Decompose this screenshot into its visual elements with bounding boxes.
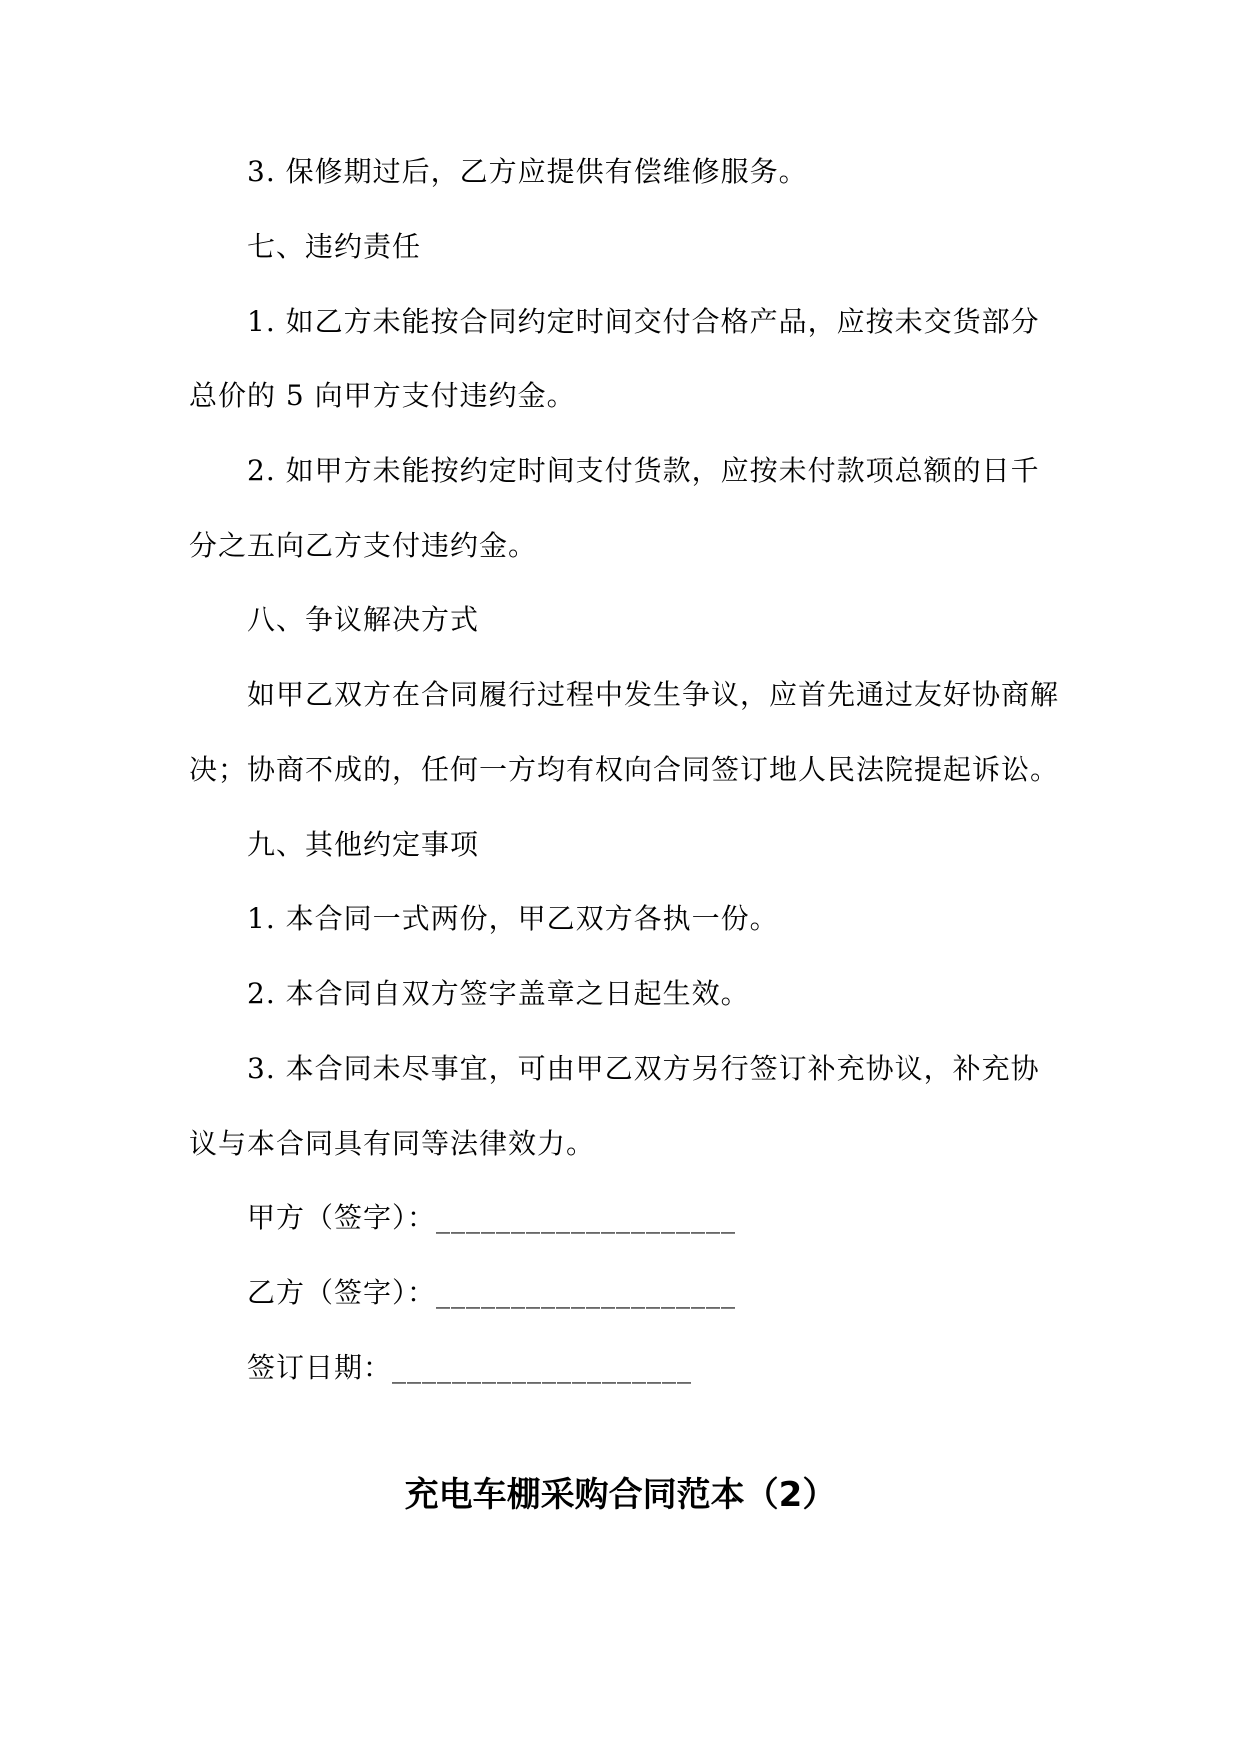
section-heading-breach: 七、违约责任: [247, 230, 422, 263]
other-clause-3-line-2: 议与本合同具有同等法律效力。: [189, 1127, 596, 1160]
warranty-clause-3: 3. 保修期过后，乙方应提供有偿维修服务。: [247, 155, 808, 188]
signing-date-line: 签订日期：____________________: [247, 1351, 693, 1384]
other-clause-3-line-1: 3. 本合同未尽事宜，可由甲乙双方另行签订补充协议，补充协: [247, 1052, 1040, 1085]
section-heading-other: 九、其他约定事项: [247, 828, 480, 861]
dispute-clause-line-1: 如甲乙双方在合同履行过程中发生争议，应首先通过友好协商解: [247, 678, 1060, 711]
other-clause-2: 2. 本合同自双方签字盖章之日起生效。: [247, 977, 750, 1010]
breach-clause-2-line-1: 2. 如甲方未能按约定时间支付货款，应按未付款项总额的日千: [247, 454, 1040, 487]
breach-clause-1-line-2: 总价的 5 向甲方支付违约金。: [189, 379, 576, 412]
breach-clause-2-line-2: 分之五向乙方支付违约金。: [189, 529, 538, 562]
dispute-clause-line-2: 决；协商不成的，任何一方均有权向合同签订地人民法院提起诉讼。: [189, 753, 1060, 786]
breach-clause-1-line-1: 1. 如乙方未能按合同约定时间交付合格产品，应按未交货部分: [247, 305, 1040, 338]
other-clause-1: 1. 本合同一式两份，甲乙双方各执一份。: [247, 902, 779, 935]
section-heading-dispute: 八、争议解决方式: [247, 603, 480, 636]
party-a-signature-line: 甲方（签字）：____________________: [247, 1201, 737, 1234]
party-b-signature-line: 乙方（签字）：____________________: [247, 1276, 737, 1309]
next-contract-title: 充电车棚采购合同范本（2）: [404, 1475, 837, 1515]
